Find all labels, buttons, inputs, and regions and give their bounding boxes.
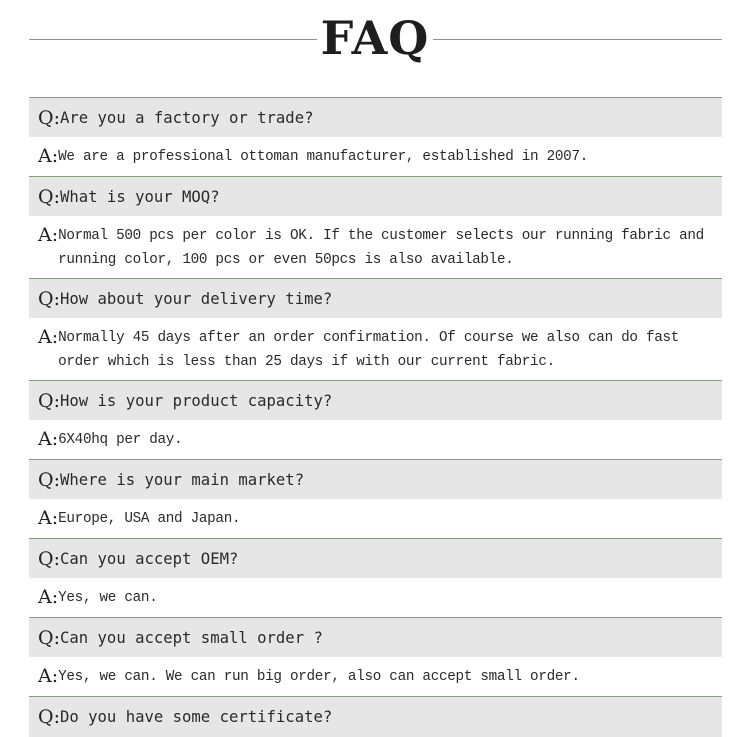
faq-answer-2 xyxy=(29,216,722,278)
answer-text: We are a professional ottoman manufacturer, established in 2007. xyxy=(58,149,589,165)
answer-prefix: A: xyxy=(38,665,59,687)
answer-text: 6X40hq per day. xyxy=(58,432,183,448)
answer-text: Normally 45 days after an order confirmation. Of course we also can do fast order which is less than 25 days if with our current fabric. xyxy=(58,330,680,370)
faq-answer-6 xyxy=(29,578,722,617)
faq-answer-4 xyxy=(29,420,722,459)
page-title-wrap xyxy=(0,10,750,66)
faq-question-2 xyxy=(29,176,722,216)
answer-prefix: A: xyxy=(38,428,59,450)
faq-question-4 xyxy=(29,380,722,420)
faq-question-6 xyxy=(29,538,722,578)
question-prefix: Q: xyxy=(38,706,60,728)
question-text: Can you accept OEM? xyxy=(59,550,239,568)
question-prefix: Q: xyxy=(38,390,60,412)
faq-header xyxy=(0,0,750,80)
question-text: What is your MOQ? xyxy=(59,188,220,206)
answer-text: Europe, USA and Japan. xyxy=(58,511,241,527)
answer-prefix: A: xyxy=(38,507,59,529)
question-text: Can you accept small order ? xyxy=(59,629,323,647)
question-text: Are you a factory or trade? xyxy=(59,109,314,127)
header-divider xyxy=(29,39,722,40)
answer-prefix: A: xyxy=(38,326,59,348)
answer-text: Normal 500 pcs per color is OK. If the customer selects our running fabric and running color, 100 pcs or even 50pcs is also available. xyxy=(58,228,704,268)
faq-question-3 xyxy=(29,278,722,318)
question-text: Where is your main market? xyxy=(59,471,305,489)
faq-question-8 xyxy=(29,696,722,737)
answer-text: Yes, we can. We can run big order, also can accept small order. xyxy=(58,669,580,685)
question-text: How is your product capacity? xyxy=(59,392,333,410)
question-prefix: Q: xyxy=(38,469,60,491)
question-text: Do you have some certificate? xyxy=(59,708,333,726)
faq-answer-7 xyxy=(29,657,722,696)
faq-question-1 xyxy=(29,97,722,137)
question-text: How about your delivery time? xyxy=(59,290,333,308)
faq-answer-5 xyxy=(29,499,722,538)
answer-prefix: A: xyxy=(38,586,59,608)
question-prefix: Q: xyxy=(38,107,60,129)
question-prefix: Q: xyxy=(38,288,60,310)
faq-list xyxy=(29,97,722,737)
page-title: FAQ xyxy=(317,10,434,66)
question-prefix: Q: xyxy=(38,548,60,570)
faq-question-5 xyxy=(29,459,722,499)
answer-prefix: A: xyxy=(38,224,59,246)
faq-answer-3 xyxy=(29,318,722,380)
faq-answer-1 xyxy=(29,137,722,176)
question-prefix: Q: xyxy=(38,186,60,208)
answer-prefix: A: xyxy=(38,145,59,167)
question-prefix: Q: xyxy=(38,627,60,649)
answer-text: Yes, we can. xyxy=(58,590,158,606)
faq-question-7 xyxy=(29,617,722,657)
